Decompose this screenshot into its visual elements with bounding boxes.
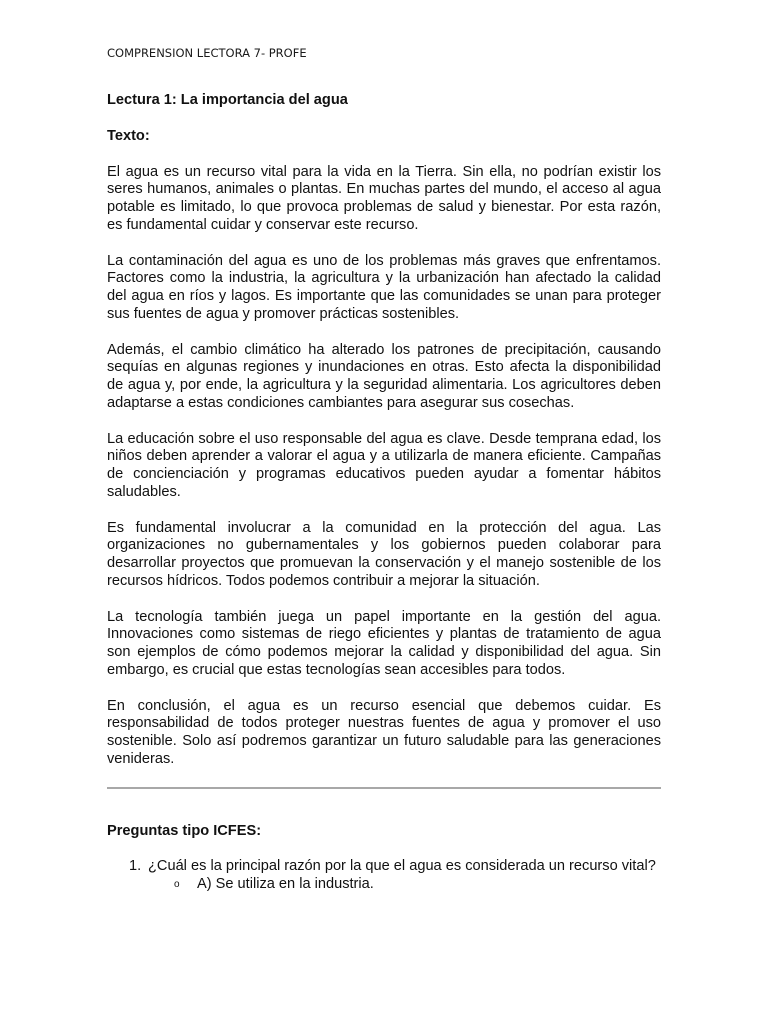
paragraph: Además, el cambio climático ha alterado los patrones de precipitación, causando sequías en algunas regiones y inundaciones en otras. Esto afecta la disponibilidad de agua y, por ende, la agricultura y la seguridad alimentaria. Los agricultores deben adaptarse a estas condiciones cambiantes para asegurar sus cosechas. xyxy=(107,341,661,411)
text-label: Texto: xyxy=(107,127,150,144)
paragraph: El agua es un recurso vital para la vida en la Tierra. Sin ella, no podrían existir los seres humanos, animales o plantas. En muchas partes del mundo, el acceso al agua potable es limitado, lo que provoca problemas de salud y bienestar. Por esta razón, es fundamental cuidar y conservar este recurso. xyxy=(107,163,661,233)
question-item xyxy=(107,858,661,876)
reading-title: Lectura 1: La importancia del agua xyxy=(107,92,348,108)
paragraph: La tecnología también juega un papel importante en la gestión del agua. Innovaciones como sistemas de riego eficientes y plantas de tratamiento de agua son ejemplos de cómo podemos mejorar la calidad y disponibilidad del agua. Sin embargo, es crucial que estas tecnologías sean accesibles para todos. xyxy=(107,608,661,678)
horizontal-divider xyxy=(107,787,661,789)
document-header: COMPRENSION LECTORA 7- PROFE xyxy=(107,46,307,60)
answer-option xyxy=(107,876,661,894)
option-text: A) Se utiliza en la industria. xyxy=(197,876,374,893)
document-body xyxy=(107,92,661,894)
paragraph: La contaminación del agua es uno de los problemas más graves que enfrentamos. Factores como la industria, la agricultura y la urbanización han afectado la calidad del agua en ríos y lagos. Es importante que las comunidades se unan para proteger sus fuentes de agua y promover prácticas sostenibles. xyxy=(107,252,661,322)
option-bullet: o xyxy=(174,879,180,891)
paragraph: En conclusión, el agua es un recurso esencial que debemos cuidar. Es responsabilidad de todos proteger nuestras fuentes de agua y promover el uso sostenible. Solo así podremos garantizar un futuro saludable para las generaciones venideras. xyxy=(107,697,661,767)
paragraph: Es fundamental involucrar a la comunidad en la protección del agua. Las organizaciones no gubernamentales y los gobiernos pueden colaborar para desarrollar proyectos que promuevan la conservación y el manejo sostenible de los recursos hídricos. Todos podemos contribuir a mejorar la situación. xyxy=(107,519,661,589)
paragraph: La educación sobre el uso responsable del agua es clave. Desde temprana edad, los niños deben aprender a valorar el agua y a utilizarla de manera eficiente. Campañas de concienciación y programas educativos pueden ayudar a fomentar hábitos saludables. xyxy=(107,430,661,500)
questions-heading: Preguntas tipo ICFES: xyxy=(107,822,262,839)
question-text: ¿Cuál es la principal razón por la que el agua es considerada un recurso vital? xyxy=(148,858,656,875)
question-number: 1. xyxy=(129,858,142,875)
